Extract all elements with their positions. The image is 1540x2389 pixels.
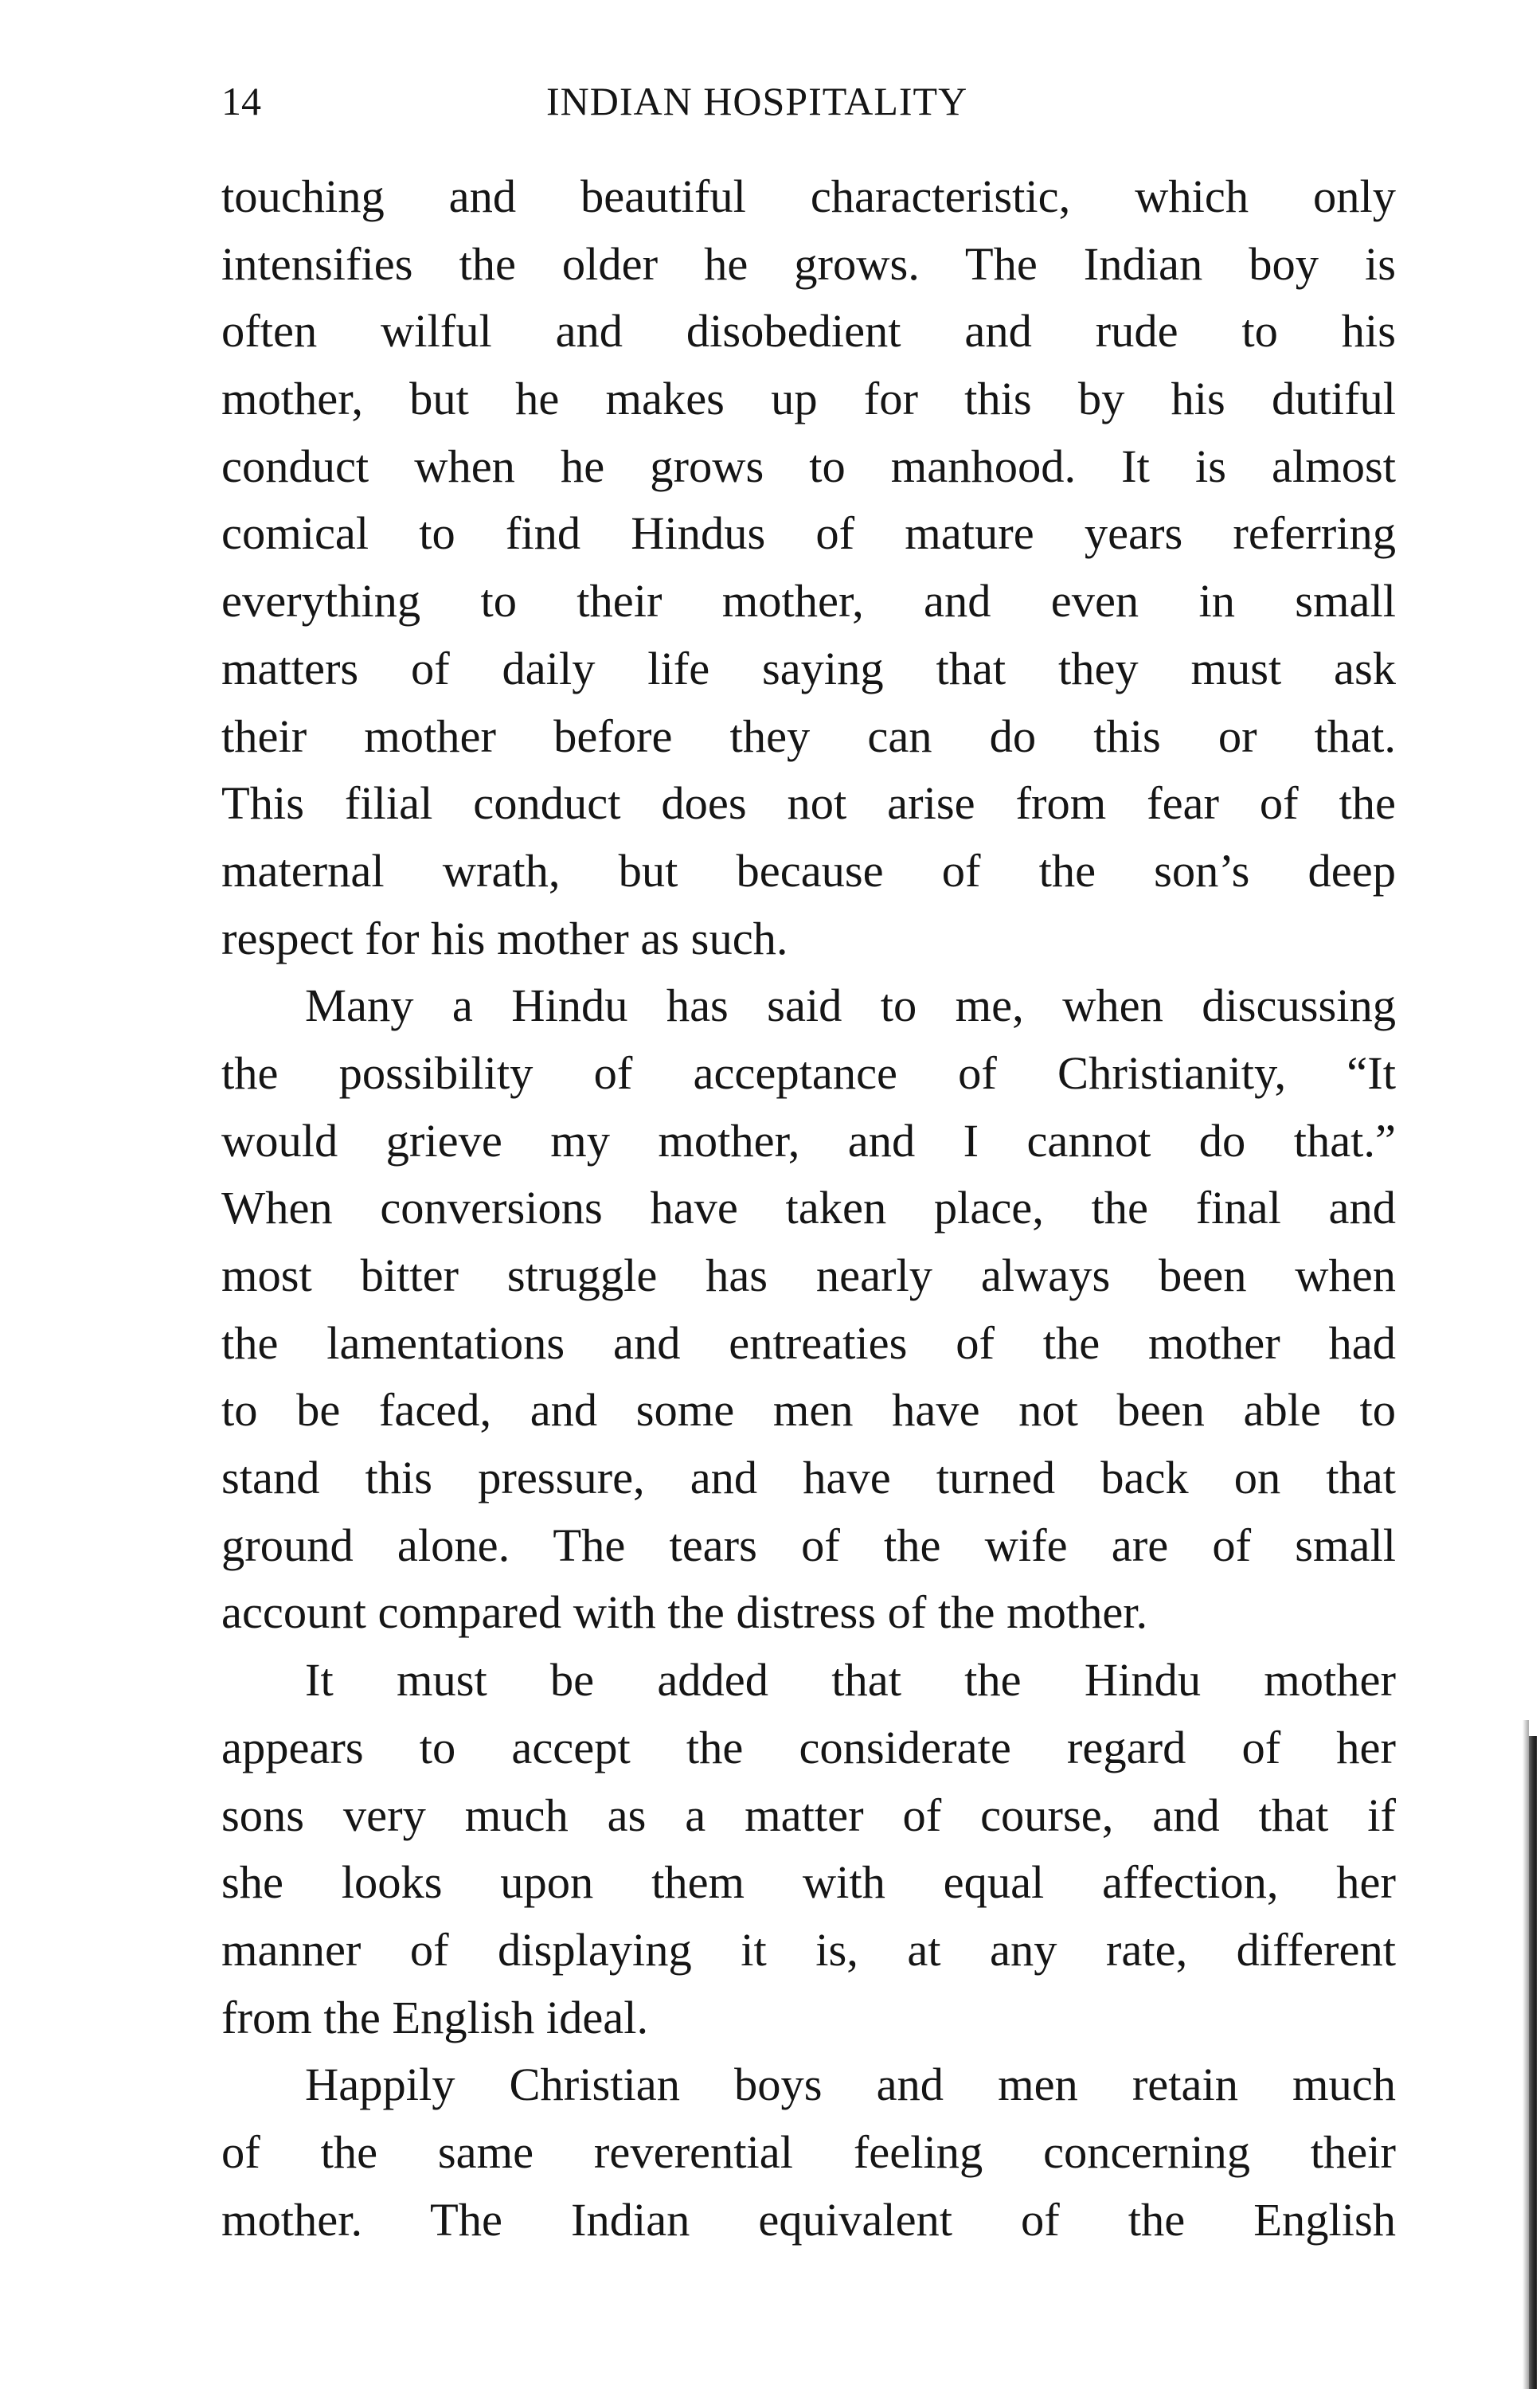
page-edge-shadow bbox=[1522, 1720, 1529, 2389]
text-line: of the same reverential feeling concerning their bbox=[221, 2125, 1396, 2178]
text-line: account compared with the distress of the mother. bbox=[221, 1586, 1148, 1639]
text-line: she looks upon them with equal affection, her bbox=[221, 1856, 1396, 1909]
paragraph-1 bbox=[221, 163, 1396, 972]
text-line: manner of displaying it is, at any rate, different bbox=[221, 1923, 1396, 1976]
text-line: Many a Hindu has said to me, when discussing bbox=[305, 979, 1396, 1032]
running-header bbox=[221, 73, 1396, 129]
text-line: the possibility of acceptance of Christianity, “It bbox=[221, 1046, 1396, 1099]
text-line: matters of daily life saying that they must ask bbox=[221, 642, 1396, 694]
page-number: 14 bbox=[221, 79, 261, 123]
paragraph-3 bbox=[221, 1647, 1396, 2051]
text-line: comical to find Hindus of mature years referring bbox=[221, 507, 1396, 560]
text-line: touching and beautiful characteristic, which only bbox=[221, 170, 1396, 222]
text-line: maternal wrath, but because of the son’s deep bbox=[221, 844, 1396, 897]
text-line: conduct when he grows to manhood. It is almost bbox=[221, 440, 1396, 492]
text-line: It must be added that the Hindu mother bbox=[305, 1654, 1396, 1707]
text-line: This filial conduct does not arise from fear of the bbox=[221, 777, 1396, 830]
running-title: INDIAN HOSPITALITY bbox=[546, 79, 968, 123]
text-line: intensifies the older he grows. The Indian boy is bbox=[221, 237, 1396, 290]
text-line: most bitter struggle has nearly always been when bbox=[221, 1249, 1396, 1301]
page-edge-binding bbox=[1529, 1736, 1537, 2389]
text-line: mother, but he makes up for this by his dutiful bbox=[221, 373, 1396, 425]
text-line: the lamentations and entreaties of the mother had bbox=[221, 1316, 1396, 1369]
text-line: When conversions have taken place, the final and bbox=[221, 1182, 1396, 1234]
text-line: appears to accept the considerate regard of her bbox=[221, 1721, 1396, 1773]
text-line: mother. The Indian equivalent of the English bbox=[221, 2193, 1396, 2246]
text-line: Happily Christian boys and men retain much bbox=[305, 2059, 1396, 2111]
text-line: their mother before they can do this or that. bbox=[221, 710, 1396, 762]
text-line: to be faced, and some men have not been able to bbox=[221, 1384, 1396, 1437]
paragraph-4 bbox=[221, 2051, 1396, 2254]
text-line: everything to their mother, and even in small bbox=[221, 575, 1396, 628]
text-line: often wilful and disobedient and rude to his bbox=[221, 305, 1396, 358]
body-text bbox=[221, 163, 1396, 2254]
text-line: ground alone. The tears of the wife are of small bbox=[221, 1519, 1396, 1571]
text-line: stand this pressure, and have turned back on that bbox=[221, 1452, 1396, 1504]
text-line: respect for his mother as such. bbox=[221, 912, 788, 964]
text-line: would grieve my mother, and I cannot do that.” bbox=[221, 1114, 1396, 1167]
text-line: from the English ideal. bbox=[221, 1991, 649, 2043]
paragraph-2 bbox=[221, 972, 1396, 1647]
text-line: sons very much as a matter of course, and that if bbox=[221, 1789, 1396, 1841]
